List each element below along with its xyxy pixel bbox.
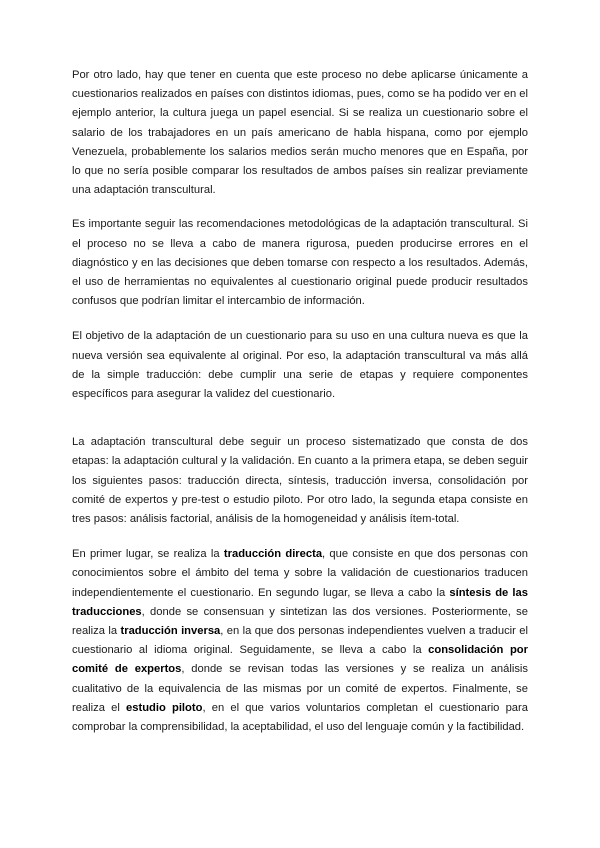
text-segment: El objetivo de la adaptación de un cuestionario para su uso en una cultura nueva es que la nueva versión sea equivalente al original. Por eso, la adaptación transcultural va más allá de la simple traducción: debe cumplir una serie de etapas y requiere componentes específicos para asegurar la validez del cuestionario.: [72, 330, 528, 401]
text-segment: Por otro lado, hay que tener en cuenta que este proceso no debe aplicarse únicamente a cuestionarios realizados en países con distintos idiomas, pues, como se ha podido ver en el ejemplo anterior, la cultura juega un papel esencial. Si se realiza un cuestionario sobre el salario de los trabajadores en un país americano de habla hispana, como por ejemplo Venezuela, probablemente los salarios medios serán mucho menores que en España, por lo que no sería posible comparar los resultados de ambos países sin realizar previamente una adaptación transcultural.: [72, 69, 528, 197]
paragraph-process-stages: [72, 433, 528, 529]
bold-term-back-translation: traducción inversa: [120, 625, 221, 638]
bold-term-expert-committee: consolidación por comité de expertos: [72, 644, 528, 676]
text-segment: En primer lugar, se realiza la: [72, 548, 224, 561]
text-segment: , que consiste en que dos personas con conocimientos sobre el ámbito del tema y sobre la validación de cuestionarios traducen independientemente el cuestionario. En segundo lugar, se lleva a cabo la: [72, 548, 528, 599]
text-segment: Es importante seguir las recomendaciones metodológicas de la adaptación transcultural. Si el proceso no se lleva a cabo de manera rigurosa, pueden producirse errores en el diagnóstico y en las decisiones que deben tomarse con respecto a los resultados. Además, el uso de herramientas no equivalentes al cuestionario original puede producir resultados confusos que podrían limitar el intercambio de información.: [72, 218, 528, 308]
bold-term-direct-translation: traducción directa: [223, 548, 323, 561]
paragraph-adaptation-steps: [72, 545, 528, 737]
bold-term-pilot-study: estudio piloto: [126, 701, 203, 714]
paragraph-adaptation-objective: [72, 327, 528, 404]
text-segment: La adaptación transcultural debe seguir un proceso sistematizado que consta de dos etapas: la adaptación cultural y la validación. En cuanto a la primera etapa, se deben seguir los siguientes pasos: traducción directa, síntesis, traducción inversa, consolidación por comité de expertos y pre-test o estudio piloto. Por otro lado, la segunda etapa consiste en tres pasos: análisis factorial, análisis de la homogeneidad y análisis ítem-total.: [72, 436, 528, 526]
paragraph-methodology-importance: [72, 215, 528, 311]
text-segment: , donde se consensuan y sintetizan las dos versiones. Posteriormente, se realiza la: [72, 605, 528, 638]
bold-term-synthesis: síntesis de las traducciones: [72, 586, 528, 618]
text-segment: , en la que dos personas independientes vuelven a traducir el cuestionario al idioma original. Seguidamente, se lleva a cabo la: [72, 625, 528, 657]
document-page: [72, 66, 528, 737]
paragraph-cultural-context: [72, 66, 528, 200]
text-segment: , donde se revisan todas las versiones y se realiza un análisis cualitativo de la equivalencia de las mismas por un comité de expertos. Finalmente, se realiza el: [72, 663, 529, 714]
text-segment: , en el que varios voluntarios completan el cuestionario para comprobar la comprensibilidad, la aceptabilidad, el uso del lenguaje común y la factibilidad.: [72, 701, 528, 734]
